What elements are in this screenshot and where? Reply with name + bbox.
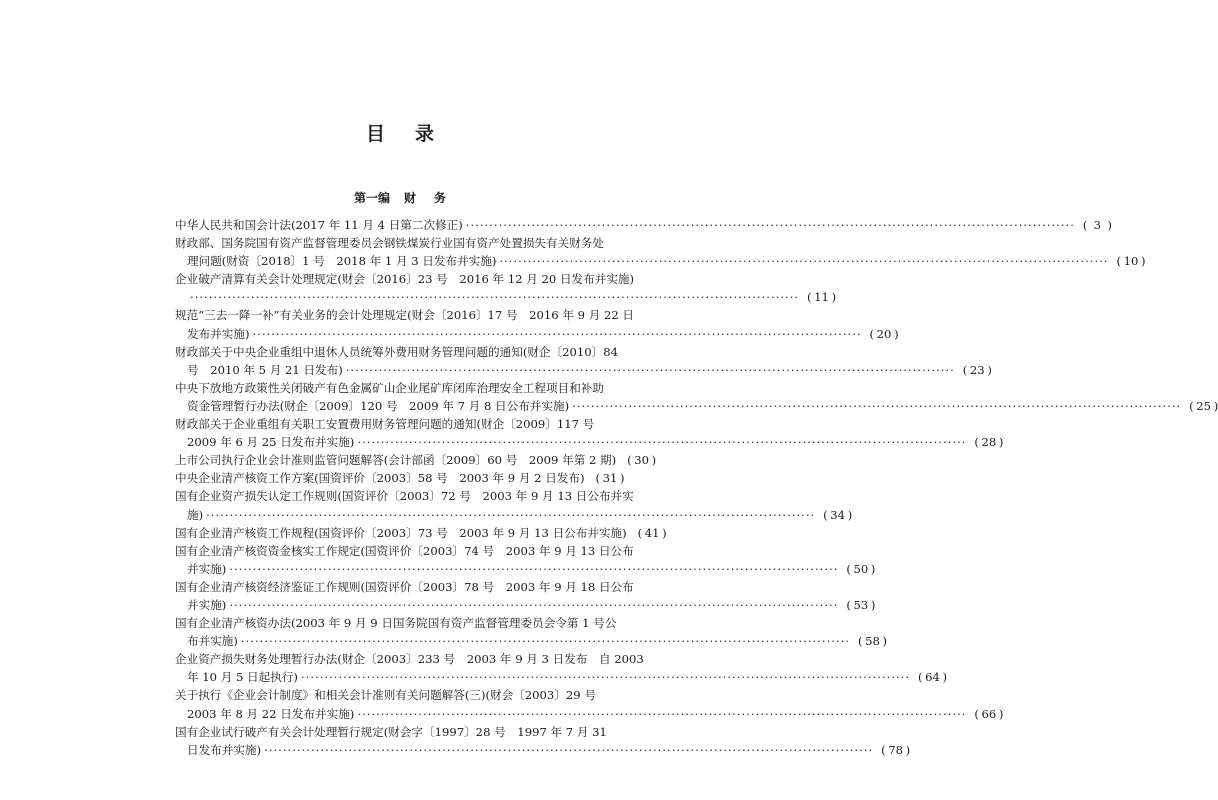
toc-entry-line xyxy=(175,270,635,288)
toc-entry[interactable] xyxy=(175,487,853,523)
part-name-second: 务 xyxy=(434,191,447,205)
toc-entry-text: 中华人民共和国会计法(2017 年 11 月 4 日第二次修正) xyxy=(175,218,463,232)
toc-entry-line xyxy=(175,506,853,524)
toc-page-number: ( 78 ) xyxy=(881,742,911,757)
toc-page-number: ( 28 ) xyxy=(974,435,1004,450)
toc-entry-text: 财政部、国务院国有资产监督管理委员会钢铁煤炭行业国有资产处置损失有关财务处 xyxy=(175,236,604,251)
toc-entry[interactable] xyxy=(175,343,992,379)
toc-entry-line xyxy=(175,451,657,469)
toc-page-number: ( 58 ) xyxy=(857,634,887,649)
toc-entry[interactable] xyxy=(175,451,657,469)
toc-entry-text: 上市公司执行企业会计准则监管问题解答(会计部函〔2009〕60 号 2009 年第 2 期) xyxy=(175,453,617,468)
part-name-first: 财 xyxy=(403,191,416,205)
toc-entry-line xyxy=(175,614,624,632)
toc-page-number: ( 64 ) xyxy=(918,670,948,685)
toc-entry[interactable] xyxy=(175,415,1004,451)
toc-entry-text: 中央下放地方政策性关闭破产有色金属矿山企业尾矿库闭库治理安全工程项目和补助 xyxy=(175,380,604,395)
toc-entry[interactable] xyxy=(175,379,1218,415)
toc-entry-text: 并实施) xyxy=(187,597,227,612)
part-title xyxy=(0,189,800,206)
toc-entry-line xyxy=(175,686,624,704)
toc-title: 目录 xyxy=(365,123,464,145)
toc-entry-text: 国有企业试行破产有关会计处理暂行规定(财会字〔1997〕28 号 1997 年 7 月 31 xyxy=(175,724,607,739)
toc-entry-text: 财政部关于企业重组有关职工安置费用财务管理问题的通知(财企〔2009〕117 号 xyxy=(175,417,595,432)
toc-entry-line xyxy=(175,741,911,759)
toc-page-number: ( 10 ) xyxy=(1116,254,1146,269)
toc-entry-text: 发布并实施) xyxy=(187,326,250,341)
toc-entry-text: 国有企业资产损失认定工作规则(国资评价〔2003〕72 号 2003 年 9 月 13 日公布并实 xyxy=(175,489,634,504)
toc-entry-text: 2003 年 8 月 22 日发布并实施) xyxy=(187,706,355,721)
toc-entry[interactable] xyxy=(175,650,948,686)
leader-dots xyxy=(346,361,955,379)
toc-page-number: ( 25 ) xyxy=(1189,398,1218,413)
toc-entry-text: 规范“三去一降一补”有关业务的会计处理规定(财会〔2016〕17 号 2016 年 9 月 22 日 xyxy=(175,308,635,323)
toc-page-number: ( 50 ) xyxy=(846,561,876,576)
toc-entry-text: 号 2010 年 5 月 21 日发布) xyxy=(187,362,343,377)
toc-entry-text: 资金管理暂行办法(财企〔2009〕120 号 2009 年 7 月 8 日公布并实施) xyxy=(187,398,570,413)
toc-page-number: ( 23 ) xyxy=(962,362,992,377)
leader-dots xyxy=(357,705,966,723)
toc-entry-text: 国有企业清产核资办法(2003 年 9 月 9 日国务院国有资产监督管理委员会令第 1 号公 xyxy=(175,616,617,631)
toc-entry[interactable] xyxy=(175,306,899,342)
toc-entry[interactable] xyxy=(175,469,624,487)
leader-dots xyxy=(301,668,910,686)
leader-dots xyxy=(206,506,815,524)
toc-entry-line xyxy=(175,216,1112,234)
toc-entry[interactable] xyxy=(175,270,837,306)
toc-entry-text: 关于执行《企业会计制度》和相关会计准则有关问题解答(三)(财会〔2003〕29 号 xyxy=(175,688,596,703)
toc-entry-text: 国有企业清产核资资金核实工作规定(国资评价〔2003〕74 号 2003 年 9 月 13 日公布 xyxy=(175,543,634,558)
toc-page-number: ( 3 ) xyxy=(1082,218,1112,232)
leader-dots xyxy=(229,596,838,614)
toc-page-number: ( 11 ) xyxy=(807,290,837,305)
toc-list xyxy=(175,216,1218,759)
toc-entry-text: 布并实施) xyxy=(187,634,238,649)
toc-entry-line xyxy=(175,234,624,252)
toc-entry-text: 中央企业清产核资工作方案(国资评价〔2003〕58 号 2003 年 9 月 2 日发布) xyxy=(175,471,585,486)
leader-dots xyxy=(229,560,838,578)
toc-page-number: ( 31 ) xyxy=(595,471,625,486)
toc-page-number: ( 20 ) xyxy=(869,326,899,341)
toc-entry[interactable] xyxy=(175,542,876,578)
toc-entry-text: 国有企业清产核资工作规程(国资评价〔2003〕73 号 2003 年 9 月 13 日公布并实施) xyxy=(175,525,627,540)
toc-entry[interactable] xyxy=(175,614,887,650)
toc-entry[interactable] xyxy=(175,686,1004,722)
toc-entry-line xyxy=(175,306,635,324)
toc-entry-line xyxy=(175,433,1004,451)
toc-entry-line xyxy=(175,650,644,668)
toc-entry-line xyxy=(175,469,624,487)
toc-page-number: ( 53 ) xyxy=(846,597,876,612)
toc-entry-text: 年 10 月 5 日起执行) xyxy=(187,670,298,685)
toc-entry-text: 企业破产清算有关会计处理规定(财会〔2016〕23 号 2016 年 12 月 20 日发布并实施) xyxy=(175,272,635,287)
toc-entry-text: 2009 年 6 月 25 日发布并实施) xyxy=(187,435,355,450)
toc-entry-text: 财政部关于中央企业重组中退休人员统筹外费用财务管理问题的通知(财企〔2010〕84 xyxy=(175,344,618,359)
toc-entry[interactable] xyxy=(175,216,1112,234)
toc-entry-line xyxy=(175,487,634,505)
toc-entry-line xyxy=(175,596,876,614)
leader-dots xyxy=(357,433,966,451)
leader-dots xyxy=(241,632,850,650)
part-number: 第一编 xyxy=(353,191,390,205)
toc-entry-line xyxy=(175,361,992,379)
toc-entry-line xyxy=(175,524,667,542)
leader-dots xyxy=(572,397,1181,415)
toc-entry-line xyxy=(175,288,837,306)
toc-entry[interactable] xyxy=(175,234,1146,270)
toc-entry-text: 企业资产损失财务处理暂行办法(财企〔2003〕233 号 2003 年 9 月 3 日发布 自 2003 xyxy=(175,652,644,667)
leader-dots xyxy=(264,741,873,759)
toc-entry-text: 并实施) xyxy=(187,561,227,576)
toc-entry-line xyxy=(175,415,624,433)
toc-entry-text: 施) xyxy=(187,507,204,522)
toc-entry-text: 日发布并实施) xyxy=(187,742,262,757)
toc-entry-line xyxy=(175,542,634,560)
toc-page-number: ( 34 ) xyxy=(823,507,853,522)
toc-entry-line xyxy=(175,325,899,343)
toc-entry-text: 国有企业清产核资经济鉴证工作规则(国资评价〔2003〕78 号 2003 年 9 月 18 日公布 xyxy=(175,579,634,594)
toc-entry-line xyxy=(175,668,948,686)
leader-dots xyxy=(466,216,1075,234)
leader-dots xyxy=(253,325,862,343)
toc-entry-line xyxy=(175,379,624,397)
toc-page-number: ( 41 ) xyxy=(637,525,667,540)
toc-entry-line xyxy=(175,578,634,596)
toc-entry-line xyxy=(175,252,1146,270)
toc-entry-line xyxy=(175,632,887,650)
toc-entry[interactable] xyxy=(175,723,911,759)
toc-entry[interactable] xyxy=(175,578,876,614)
leader-dots xyxy=(190,288,799,306)
toc-entry-line xyxy=(175,560,876,578)
toc-entry[interactable] xyxy=(175,524,667,542)
toc-entry-line xyxy=(175,705,1004,723)
toc-entry-line xyxy=(175,723,624,741)
toc-page-number: ( 66 ) xyxy=(974,706,1004,721)
toc-entry-line xyxy=(175,397,1218,415)
toc-entry-text: 理问题(财资〔2018〕1 号 2018 年 1 月 3 日发布并实施) xyxy=(187,254,497,269)
leader-dots xyxy=(499,252,1108,270)
toc-entry-line xyxy=(175,343,624,361)
toc-page-number: ( 30 ) xyxy=(627,453,657,468)
